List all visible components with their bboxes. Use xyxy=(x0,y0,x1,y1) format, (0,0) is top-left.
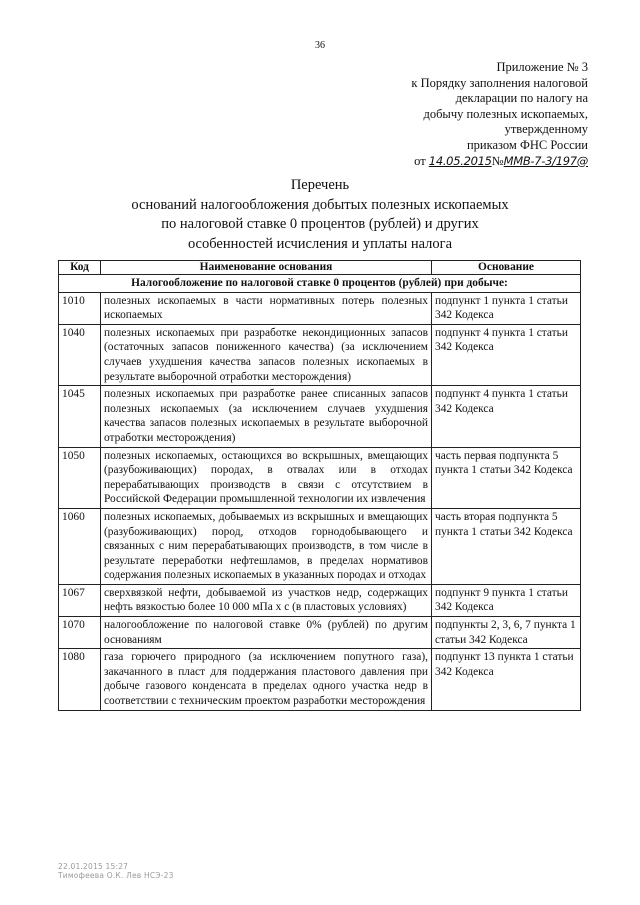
row-code: 1040 xyxy=(59,324,101,385)
header-basis: Основание xyxy=(432,261,581,275)
row-basis: часть первая подпункта 5 пункта 1 статьи 342 Кодекса xyxy=(432,447,581,508)
row-code: 1080 xyxy=(59,649,101,710)
row-code: 1050 xyxy=(59,447,101,508)
table-row xyxy=(59,508,581,584)
page-number: 36 xyxy=(315,40,325,51)
appendix-line: Приложение № 3 xyxy=(496,60,588,74)
table-row xyxy=(59,324,581,385)
title-line: по налоговой ставке 0 процентов (рублей) и других xyxy=(161,216,479,232)
stamp-line: Тимофеева О.К. Лев НСЭ-23 xyxy=(58,871,174,880)
table-row xyxy=(59,447,581,508)
header-name: Наименование основания xyxy=(101,261,432,275)
header-code: Код xyxy=(59,261,101,275)
row-code: 1060 xyxy=(59,508,101,584)
row-basis: подпункт 13 пункта 1 статьи 342 Кодекса xyxy=(432,649,581,710)
row-name: газа горючего природного (за исключением попутного газа), закачанного в пласт для поддержания пластового давления при добыче газового конденсата в пределах одного участка недр в соответствии с техническим проектом разработки месторождения xyxy=(101,649,432,710)
row-name: полезных ископаемых в части нормативных потерь полезных ископаемых xyxy=(101,292,432,324)
table-row xyxy=(59,584,581,616)
section-row xyxy=(59,275,581,293)
title-line: особенностей исчисления и уплаты налога xyxy=(187,235,453,252)
appendix-line: декларации по налогу на xyxy=(455,91,588,106)
row-name: полезных ископаемых, остающихся во вскрышных, вмещающих (разубоживающих) породах, в отвалах или в отходах перерабатывающих производств в связи с отсутствием в Российской Федерации промышленной технологии их извлечения xyxy=(101,447,432,508)
row-basis: подпункт 4 пункта 1 статьи 342 Кодекса xyxy=(432,386,581,447)
table-row xyxy=(59,292,581,324)
table-header-row xyxy=(59,261,581,275)
row-basis: подпункт 4 пункта 1 статьи 342 Кодекса xyxy=(432,324,581,385)
table-row xyxy=(59,617,581,649)
section-title: Налогообложение по налоговой ставке 0 процентов (рублей) при добыче: xyxy=(59,275,581,293)
appendix-header xyxy=(358,60,588,169)
order-reference xyxy=(358,154,588,170)
row-code: 1067 xyxy=(59,584,101,616)
order-prefix: от xyxy=(414,153,426,168)
row-basis: подпункт 1 пункта 1 статьи 342 Кодекса xyxy=(432,292,581,324)
document-title xyxy=(0,176,640,254)
print-stamp xyxy=(58,862,174,880)
row-name: полезных ископаемых при разработке некондиционных запасов (остаточных запасов пониженного качества) (за исключением случаев ухудшения качества запасов полезных ископаемых в результате выборочной отработки месторождения) xyxy=(101,324,432,385)
row-name: сверхвязкой нефти, добываемой из участков недр, содержащих нефть вязкостью более 10 000 мПа х с (в пластовых условиях) xyxy=(101,584,432,616)
row-code: 1010 xyxy=(59,292,101,324)
stamp-line: 22.01.2015 15:27 xyxy=(58,862,129,871)
row-name: полезных ископаемых при разработке ранее списанных запасов полезных ископаемых (за исключением случаев ухудшения качества запасов полезных ископаемых в результате выборочной отработки месторождения) xyxy=(101,386,432,447)
title-line: Перечень xyxy=(290,177,350,193)
appendix-line: добычу полезных ископаемых, xyxy=(423,106,588,121)
order-number-sign: № xyxy=(491,153,504,168)
grounds-table xyxy=(58,260,581,711)
row-name: полезных ископаемых, добываемых из вскрышных и вмещающих (разубоживающих) пород, отходов горнодобывающего и связанных с ним перерабатывающих производств, в том числе в результате переработки нефтешламов, в пределах нормативов содержания полезных ископаемых в указанных породах и отходах xyxy=(101,508,432,584)
title-line: оснований налогообложения добытых полезных ископаемых xyxy=(131,196,509,213)
table-row xyxy=(59,386,581,447)
table-row xyxy=(59,649,581,710)
row-basis: подпункты 2, 3, 6, 7 пункта 1 статьи 342 Кодекса xyxy=(432,617,581,649)
appendix-line: утвержденному xyxy=(504,122,588,137)
appendix-line: к Порядку заполнения налоговой xyxy=(411,75,588,90)
row-basis: часть вторая подпункта 5 пункта 1 статьи 342 Кодекса xyxy=(432,508,581,584)
row-code: 1070 xyxy=(59,617,101,649)
row-basis: подпункт 9 пункта 1 статьи 342 Кодекса xyxy=(432,584,581,616)
appendix-line: приказом ФНС России xyxy=(466,137,588,152)
row-code: 1045 xyxy=(59,386,101,447)
order-date: 14.05.2015 xyxy=(428,153,492,168)
order-number: ММВ-7-3/197@ xyxy=(503,153,588,168)
row-name: налогообложение по налоговой ставке 0% (рублей) по другим основаниям xyxy=(101,617,432,649)
